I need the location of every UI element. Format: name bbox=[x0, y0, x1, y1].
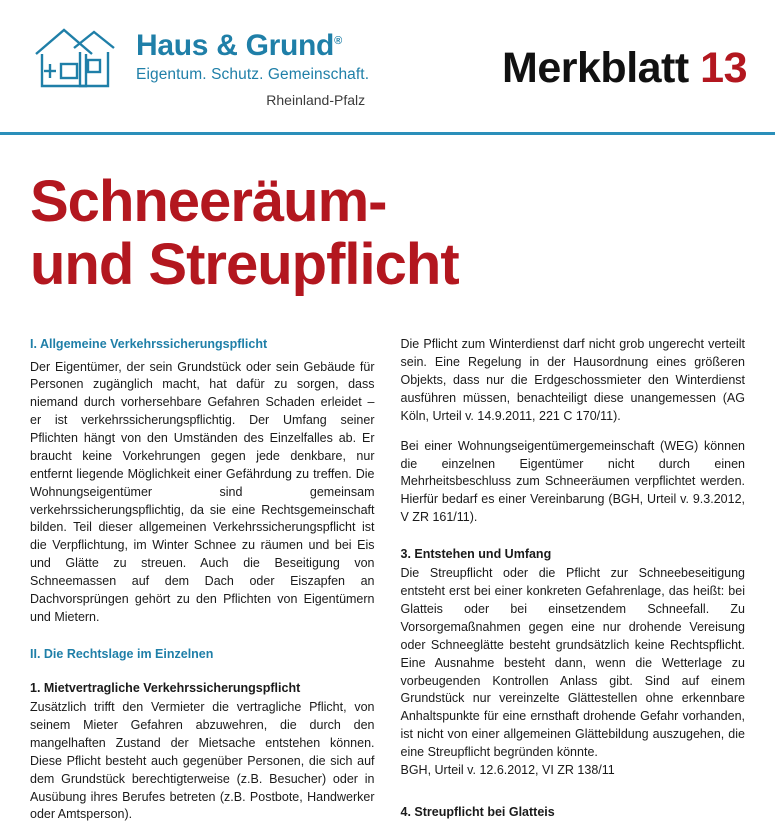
paragraph-weg-mehrheitsbeschluss: Bei einer Wohnungseigentümergemeinschaft (WEG) können die einzelnen Eigentümer nicht durch einen Mehrheitsbeschluss zum Schneeräumen verpflichtet werden. Hierfür bedarf es einer Vereinbarung (BGH, Urteil v. 9.3.2012, V ZR 161/11). bbox=[400, 438, 745, 525]
right-column bbox=[401, 336, 746, 836]
citation-bgh-urteil: BGH, Urteil v. 12.6.2012, VI ZR 138/11 bbox=[400, 762, 615, 777]
page-title-line-2: und Streupflicht bbox=[30, 231, 459, 297]
brand-text-block bbox=[136, 22, 369, 108]
sheet-number: 13 bbox=[700, 44, 747, 92]
spacer bbox=[401, 539, 746, 546]
brand-tagline: Eigentum. Schutz. Gemeinschaft. bbox=[136, 65, 370, 83]
paragraph-winterdienst-verteilung: Die Pflicht zum Winterdienst darf nicht grob ungerecht verteilt sein. Eine Regelung in der Hausordnung eines größeren Objekts, dass nur die Erdgeschossmieter den Winterdienst ausführen müssen, benachteiligt diese unangemessen (AG Köln, Urteil v. 14.9.2011, 221 C 170/11). bbox=[400, 337, 745, 423]
page-title-line-1: Schneeräum- bbox=[30, 169, 387, 234]
subsection-heading-streupflicht-bei-glatteis: 4. Streupflicht bei Glatteis bbox=[400, 804, 555, 819]
section-heading-rechtslage-im-einzelnen: II. Die Rechtslage im Einzelnen bbox=[30, 646, 214, 661]
spacer bbox=[401, 792, 746, 804]
section-heading-allgemeine-verkehrssicherungspflicht: I. Allgemeine Verkehrssicherungspflicht bbox=[30, 337, 268, 352]
brand-name-text: Haus & Grund bbox=[136, 29, 335, 62]
brand-name bbox=[136, 30, 342, 62]
brand-logo-block bbox=[30, 22, 369, 108]
left-column bbox=[30, 336, 375, 836]
subsection-heading-entstehen-und-umfang: 3. Entstehen und Umfang bbox=[400, 547, 552, 561]
document-body bbox=[0, 296, 775, 836]
brand-region: Rheinland-Pfalz bbox=[266, 91, 366, 108]
paragraph-mietvertragliche-verkehrssicherungspflicht: Zusätzlich trifft den Vermieter die vertragliche Pflicht, von seinem Mieter Gefahren abzuwehren, die durch den mangelhaften Zustand der Mietsache entstehen können. Diese Pflicht besteht auch gegenüber Personen, die sich auf dem Grundstück berechtigterweise (z.B. Besucher) oder in Ausübung ihres Berufes betreten (z.B. Postbote, Handwerker oder Amtsperson). bbox=[30, 700, 375, 822]
sheet-word: Merkblatt bbox=[502, 44, 689, 92]
spacer bbox=[30, 639, 375, 646]
spacer bbox=[30, 668, 375, 680]
paragraph-entstehen-und-umfang: Die Streupflicht oder die Pflicht zur Schneebeseitigung entsteht erst bei einer konkreten Gefahrenlage, das heißt: bei Glatteis oder bei einsetzendem Schneefall. Zu Vorsorgemaßnahmen gegen eine nur drohende Vereisung oder Schneeglätte besteht grundsätzlich keine Rechtspflicht. Eine Ausnahme besteht dann, wenn die Wetterlage zu vorbeugenden Kontrollen Anlass gibt. Sind auf einem Grundstück nur vereinzelte Glättestellen ohne erkennbare Anhaltspunkte für eine ernsthaft drohende Gefahr vorhanden, ist nicht von einer allgemeinen Glättebildung auszugehen, die eine Streupflicht begründen könnte. bbox=[400, 566, 745, 759]
registered-trademark-icon: ® bbox=[334, 35, 342, 47]
subsection-heading-mietvertragliche-verkehrssicherungspflicht: 1. Mietvertragliche Verkehrssicherungspflicht bbox=[30, 680, 301, 695]
paragraph-allgemeine-verkehrssicherungspflicht: Der Eigentümer, der sein Grundstück oder sein Gebäude für Personen zugänglich macht, hat dafür zu sorgen, dass niemand durch vorhersehbare Gefahren Schaden erleidet – er ist verkehrssicherungspflichtig. Der Umfang seiner Pflichten hängt von den Umständen des Einzelfalles ab. Er braucht keine Vorkehrungen gegen jede denkbare, nur entfernt liegende Möglichkeit einer Gefährdung zu treffen. Die Wohnungseigentümer sind gemeinsam verkehrssicherungspflichtig, da sie eine Rechtsgemeinschaft bilden. Teil dieser allgemeinen Verkehrssicherungspflicht ist die Verpflichtung, im Winter Schnee zu räumen und bei Eis und Glätte zu streuen. Auch die Beseitigung von Schneemassen auf dem Dach oder Eiszapfen an Dachvorsprüngen gehört zu den Pflichten von Eigentümern und Mietern. bbox=[30, 359, 375, 624]
page-title bbox=[0, 135, 775, 296]
haus-und-grund-house-icon bbox=[30, 24, 122, 96]
document-header bbox=[0, 0, 775, 128]
sheet-title bbox=[502, 44, 747, 93]
